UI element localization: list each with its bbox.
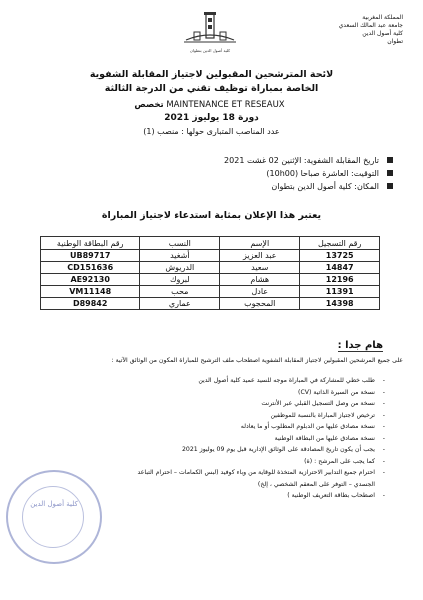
session-line: دورة 18 يوليوز 2021 (164, 113, 259, 123)
cell-last-name: عماري (140, 298, 220, 310)
cell-cin: UB89717 (41, 250, 140, 262)
specialty-label: تخصص (134, 100, 164, 110)
cell-registration: 14398 (300, 298, 380, 310)
cell-registration: 13725 (300, 250, 380, 262)
list-item: - نسخة من السيرة الذاتية (CV) (40, 387, 385, 399)
list-item-continuation: الجسدي – التوفر على المعقم الشخصي ، إلخ) (257, 480, 375, 488)
detail-place: المكان: كلية أصول الدين بتطوان (73, 180, 393, 193)
cell-last-name: محب (140, 286, 220, 298)
list-item: - طلب خطي للمشاركة في المباراة موجه للسيد عميد كلية أصول الدين (40, 375, 385, 387)
list-item: - احترام جميع التدابير الاحترازية المتخذة للوقاية من وباء كوفيد (لبس الكمامات – احترام التباعد (40, 467, 385, 479)
dash-bullet-icon: - (382, 411, 385, 419)
minaret-logo-icon (180, 10, 240, 44)
important-heading: هام جدا : (337, 340, 383, 351)
cell-first-name: عبد العزيز (220, 250, 300, 262)
square-bullet-icon (387, 183, 393, 189)
cell-registration: 11391 (300, 286, 380, 298)
table-row (41, 262, 380, 274)
dash-bullet-icon: - (382, 469, 385, 476)
cell-last-name: الدريوش (140, 262, 220, 274)
candidates-table (40, 236, 380, 310)
detail-date: تاريخ المقابلة الشفوية: الإثنين 02 غشت 2021 (73, 154, 393, 167)
notice-line: يعتبر هذا الإعلان بمثابة استدعاء لاجتياز المباراة (101, 210, 322, 221)
dash-bullet-icon: - (382, 434, 385, 442)
header-last-name: النسب (140, 237, 220, 250)
list-item: - نسخة مصادق عليها من البطاقة الوطنية (40, 433, 385, 445)
specialty-line (0, 100, 423, 110)
cell-cin: CD151636 (41, 262, 140, 274)
header-registration: رقم التسجيل (300, 237, 380, 250)
header-first-name: الإسم (220, 237, 300, 250)
list-item: - ترخيص لاجتياز المباراة بالنسبة للموظفين (40, 410, 385, 422)
list-item: - نسخة من وصل التسجيل القبلي عبر الأنترنت (40, 398, 385, 410)
header-cin: رقم البطاقة الوطنية (41, 237, 140, 250)
cell-cin: VM11148 (41, 286, 140, 298)
logo-caption: كلية أصول الدين بتطوان (189, 48, 231, 53)
dash-bullet-icon: - (382, 446, 385, 453)
cell-first-name: هشام (220, 274, 300, 286)
cell-first-name: سعيد (220, 262, 300, 274)
university-logo (180, 10, 240, 54)
institution-line: تطوان (387, 38, 403, 45)
positions-line: عدد المناصب المتبارى حولها : منصب (1) (143, 127, 280, 136)
table-row (41, 250, 380, 262)
stamp-text: كلية أصول الدين (30, 500, 78, 508)
dash-bullet-icon: - (382, 400, 385, 407)
dash-bullet-icon: - (382, 492, 385, 499)
table-row (41, 274, 380, 286)
cell-cin: D89842 (41, 298, 140, 310)
list-item: - نسخة مصادق عليها من الدبلوم المطلوب أو ما يعادله (40, 421, 385, 433)
cell-first-name: المحجوب (220, 298, 300, 310)
title-line-1: لائحة المترشحين المقبولين لاجتياز المقابلة الشفوية (89, 69, 334, 80)
detail-time: التوقيت: العاشرة صباحا (10h00) (73, 167, 393, 180)
official-stamp (6, 470, 102, 564)
stamp-inner-ring (22, 486, 84, 548)
table-row (41, 286, 380, 298)
dash-bullet-icon: - (382, 377, 385, 384)
list-item: - يجب أن يكون تاريخ المصادقة على الوثائق الإدارية قبل يوم 09 يوليوز 2021 (40, 444, 385, 456)
dash-bullet-icon: - (382, 423, 385, 430)
institution-line: جامعة عبد المالك السعدي (338, 22, 403, 29)
cell-cin: AE92130 (41, 274, 140, 286)
cell-first-name: عادل (220, 286, 300, 298)
list-item: - كما يجب على المرشح : (ة) (40, 456, 385, 468)
institution-header (293, 14, 403, 46)
table-header-row (41, 237, 380, 250)
cell-last-name: أشغيد (140, 250, 220, 262)
cell-registration: 12196 (300, 274, 380, 286)
required-documents-list (40, 375, 385, 502)
table-row (41, 298, 380, 310)
dash-bullet-icon: - (382, 388, 385, 396)
square-bullet-icon (387, 170, 393, 176)
exam-details (73, 154, 393, 193)
dash-bullet-icon: - (382, 457, 385, 465)
cell-last-name: لبروك (140, 274, 220, 286)
important-intro: على جميع المرشحين المقبولين لاجتياز المقابلة الشفوية اصطحاب ملف الترشيح للمباراة المكون من الوثائق الآتية : (111, 357, 403, 364)
specialty-value: MAINTENANCE ET RESEAUX (166, 100, 285, 110)
list-item: - اصطحاب بطاقة التعريف الوطنية ) (40, 490, 385, 502)
square-bullet-icon (387, 157, 393, 163)
institution-line: المملكة المغربية (362, 14, 403, 21)
institution-line: كلية أصول الدين (362, 30, 403, 37)
title-line-2: الخاصة بمباراة توظيف تقني من الدرجة الثالثة (104, 83, 319, 94)
cell-registration: 14847 (300, 262, 380, 274)
